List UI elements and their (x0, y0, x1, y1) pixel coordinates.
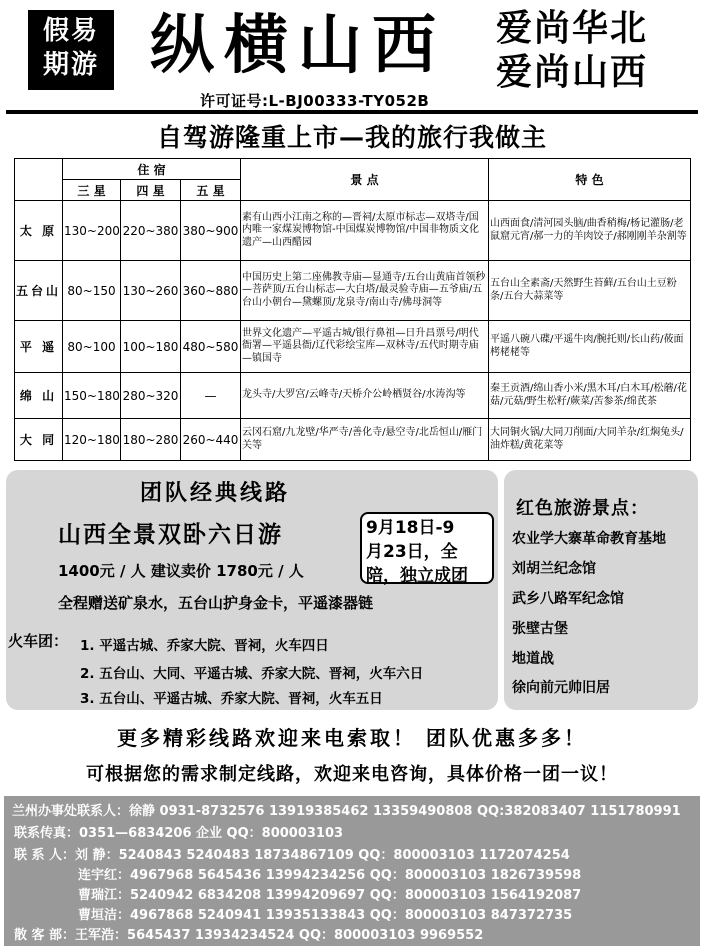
price-3star: 130~200 (63, 201, 121, 261)
contact-line: 联系传真：0351—6834206 企业 QQ：800003103 (14, 826, 344, 841)
red-tourism-item: 张壁古堡 (512, 621, 568, 637)
red-tourism-item: 武乡八路军纪念馆 (512, 591, 624, 607)
table-header-lodging: 住 宿 (63, 159, 241, 180)
badge-line-1: 假易 (42, 16, 99, 46)
spots-cell: 素有山西小江南之称的—晋祠/太原市标志—双塔寺/国内唯一家煤炭博物馆-中国煤炭博物馆/中国非物质文化遗产—山西醋园 (241, 201, 489, 261)
price-5star: 360~880 (181, 261, 241, 321)
contact-line: 连宇红：4967968 5645436 13994234256 QQ：800003103 1826739598 (78, 868, 582, 883)
red-tourism-item: 徐向前元帅旧居 (512, 680, 610, 696)
spots-cell: 云冈石窟/九龙壁/华严寺/善化寺/悬空寺/北岳恒山/雁门关等 (241, 419, 489, 461)
tour-date-line: 陪，独立成团 (366, 566, 468, 586)
train-route: 2. 五台山、大同、平遥古城、乔家大院、晋祠，火车六日 (80, 666, 424, 682)
page-title: 纵横山西 (150, 8, 446, 83)
price-4star: 220~380 (121, 201, 181, 261)
price-5star: 380~900 (181, 201, 241, 261)
features-cell: 大同铜火锅/大同刀削面/大同羊杂/红焖兔头/油炸糕/黄花菜等 (489, 419, 691, 461)
price-5star: 480~580 (181, 321, 241, 373)
city-cell: 大 同 (15, 419, 63, 461)
price-4star: 180~280 (121, 419, 181, 461)
features-cell: 山西面食/清河园头脑/曲香稍梅/杨记灌肠/老鼠窟元宵/郝一力的羊肉饺子/郝刚刚羊杂割等 (489, 201, 691, 261)
more-routes-banner: 更多精彩线路欢迎来电索取！ 团队优惠多多！ (117, 726, 587, 750)
table-header-star4: 四 星 (121, 180, 181, 201)
tour-name: 山西全景双卧六日游 (58, 521, 283, 548)
features-cell: 五台山全素斋/天然野生苔藓/五台山土豆粉条/五台大蒜菜等 (489, 261, 691, 321)
price-table (14, 158, 691, 461)
spots-cell: 世界文化遗产—平遥古城/银行鼻祖—日升昌票号/明代衙署—平遥县衙/辽代彩绘宝库—双林寺/五代时期寺庙—镇国寺 (241, 321, 489, 373)
table-row (15, 261, 691, 321)
price-3star: 80~150 (63, 261, 121, 321)
table-header-city (15, 159, 63, 201)
city-cell: 平 遥 (15, 321, 63, 373)
train-route: 1. 平遥古城、乔家大院、晋祠，火车四日 (80, 638, 329, 654)
contact-line: 联 系 人：刘 静：5240843 5240483 18734867109 QQ：800003103 1172074254 (14, 848, 570, 863)
table-row (15, 373, 691, 419)
price-4star: 280~320 (121, 373, 181, 419)
header-divider (6, 110, 698, 114)
slogan-2: 爱尚山西 (496, 51, 649, 93)
contact-panel (4, 796, 700, 946)
subtitle: 自驾游隆重上市—我的旅行我做主 (156, 123, 547, 152)
train-tour-label: 火车团： (8, 632, 69, 650)
red-tourism-item: 地道战 (512, 651, 554, 667)
red-tourism-title: 红色旅游景点： (516, 498, 649, 519)
train-route: 3. 五台山、平遥古城、乔家大院、晋祠，火车五日 (80, 691, 383, 707)
price-4star: 100~180 (121, 321, 181, 373)
tour-gift: 全程赠送矿泉水，五台山护身金卡，平遥漆器链 (58, 594, 374, 612)
vacation-badge (28, 10, 114, 90)
custom-routes-banner: 可根据您的需求制定线路，欢迎来电咨询，具体价格一团一议！ (86, 764, 618, 785)
tour-section-title: 团队经典线路 (140, 481, 291, 506)
table-header-row (15, 159, 691, 180)
price-4star: 130~260 (121, 261, 181, 321)
spots-cell: 中国历史上第二座佛教寺庙—显通寺/五台山黄庙首领秒—菩萨顶/五台山标志—大白塔/最灵验寺庙—五爷庙/五台山小朝台—黛螺顶/龙泉寺/南山寺/佛母洞等 (241, 261, 489, 321)
table-row (15, 321, 691, 373)
contact-line: 兰州办事处联系人：徐静 0931-8732576 13919385462 13359490808 QQ:382083407 1151780991 (12, 804, 681, 819)
contact-line: 曹瑞江：5240942 6834208 13994209697 QQ：800003103 1564192087 (78, 888, 582, 903)
spots-cell: 龙头寺/大罗宫/云峰寺/天桥介公岭栖贤谷/水涛沟等 (241, 373, 489, 419)
city-cell: 绵 山 (15, 373, 63, 419)
badge-line-2: 期游 (42, 50, 99, 80)
tour-date-box (360, 512, 494, 584)
price-3star: 150~180 (63, 373, 121, 419)
license-number: 许可证号:L-BJ00333-TY052B (200, 92, 430, 110)
table-header-star3: 三 星 (63, 180, 121, 201)
contact-line: 散 客 部：王军浩：5645437 13934234524 QQ：800003103 9969552 (14, 928, 484, 943)
price-3star: 80~100 (63, 321, 121, 373)
price-5star: — (181, 373, 241, 419)
city-cell: 五台山 (15, 261, 63, 321)
price-3star: 120~180 (63, 419, 121, 461)
table-header-spots: 景 点 (241, 159, 489, 201)
features-cell: 平遥八碗八碟/平遥牛肉/腕托则/长山药/莜面栲栳栳等 (489, 321, 691, 373)
table-header-features: 特 色 (489, 159, 691, 201)
table-header-star5: 五 星 (181, 180, 241, 201)
tour-date-line: 9月18日-9 (366, 518, 455, 538)
price-5star: 260~440 (181, 419, 241, 461)
city-cell: 太 原 (15, 201, 63, 261)
red-tourism-item: 刘胡兰纪念馆 (512, 561, 596, 577)
slogan-1: 爱尚华北 (496, 7, 649, 49)
tour-price: 1400元 / 人 建议卖价 1780元 / 人 (58, 562, 304, 580)
table-row (15, 201, 691, 261)
red-tourism-item: 农业学大寨革命教育基地 (512, 531, 666, 547)
features-cell: 秦王贡酒/绵山香小米/黑木耳/白木耳/松蘑/花菇/元菇/野生松籽/蕨菜/苦参茶/绵芪茶 (489, 373, 691, 419)
contact-line: 曹垣洁：4967868 5240941 13935133843 QQ：800003103 847372735 (78, 908, 573, 923)
tour-date-line: 月23日，全 (366, 542, 458, 562)
table-row (15, 419, 691, 461)
